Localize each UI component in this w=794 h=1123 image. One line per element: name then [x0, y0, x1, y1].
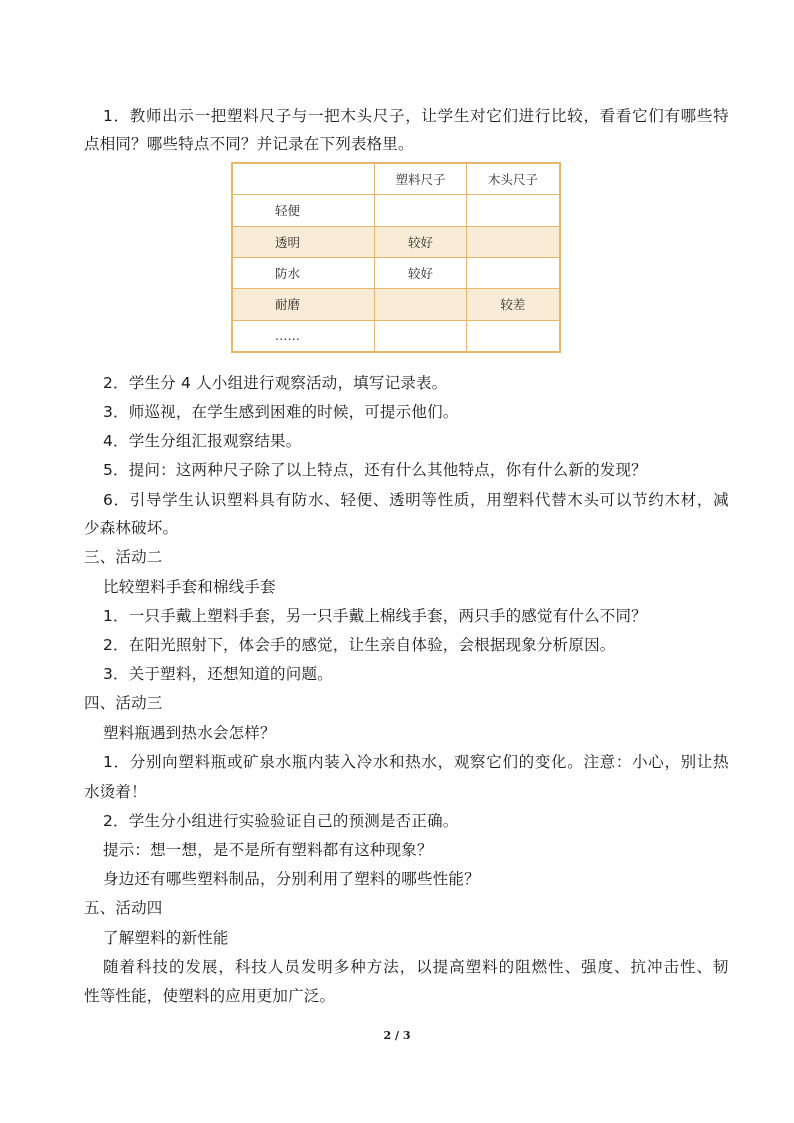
- activity2-subtitle: 比较塑料手套和棉线手套: [103, 578, 276, 596]
- activity3-subtitle: 塑料瓶遇到热水会怎样？: [103, 724, 276, 742]
- activity4-heading: 五、活动四: [84, 899, 163, 917]
- table-cell: 较差: [466, 289, 560, 320]
- activity4-line1: 随 着 科 技 的 发 展 ， 科 技 人 员 发 明 多 种 方 法 ， 以 提 高 塑 料 的 阻 燃 性 、 强 度 、 抗 冲 击 性 、 韧: [103, 958, 729, 976]
- step-5: 5．提问：这两种尺子除了以上特点，还有什么其他特点，你有什么新的发现？: [103, 461, 647, 479]
- table-cell: 较好: [375, 257, 467, 288]
- table-row: [232, 257, 560, 288]
- table-cell: [466, 320, 560, 352]
- activity3-item-2: 2．学生分小组进行实验验证自己的预测是否正确。: [103, 812, 459, 830]
- activity2-heading: 三、活动二: [84, 548, 163, 566]
- table-cell: [375, 289, 467, 320]
- activity2-item-2: 2．在阳光照射下，体会手的感觉，让生亲自体验，会根据现象分析原因。: [103, 636, 616, 654]
- table-cell: [466, 195, 560, 226]
- activity2-item-1: 1．一只手戴上塑料手套，另一只手戴上棉线手套，两只手的感觉有什么不同？: [103, 607, 647, 625]
- step-6-line1: 6 ． 引 导 学 生 认 识 塑 料 具 有 防 水 、 轻 便 、 透 明 等 性 质 ， 用 塑 料 代 替 木 头 可 以 节 约 木 材 ， 减: [103, 491, 729, 509]
- table-header-row: [232, 163, 560, 195]
- activity4-line2: 性等性能，使塑料的应用更加广泛。: [84, 987, 336, 1005]
- activity3-question: 身边还有哪些塑料制品，分别利用了塑料的哪些性能？: [103, 870, 480, 888]
- step-6-line2: 少森林破坏。: [84, 519, 179, 537]
- table-cell: [466, 257, 560, 288]
- activity3-item1-line1: 1 ． 分 别 向 塑 料 瓶 或 矿 泉 水 瓶 内 装 入 冷 水 和 热 水 ， 观 察 它 们 的 变 化 。 注 意 ： 小 心 ， 别 让 热: [103, 753, 729, 771]
- para1-line1: 1 ． 教 师 出 示 一 把 塑 料 尺 子 与 一 把 木 头 尺 子 ， 让 学 生 对 它 们 进 行 比 较 ， 看 看 它 们 有 哪 些 特: [103, 107, 729, 125]
- record-table: [231, 162, 561, 353]
- table-row: [232, 320, 560, 352]
- table-header-cell: [232, 163, 375, 195]
- activity4-subtitle: 了解塑料的新性能: [103, 929, 229, 947]
- table-cell: 耐磨: [232, 289, 375, 320]
- table-cell: [375, 320, 467, 352]
- step-2: 2．学生分 4 人小组进行观察活动，填写记录表。: [103, 374, 448, 392]
- table-header-cell: 塑料尺子: [375, 163, 467, 195]
- page-number: 2 / 3: [383, 1029, 411, 1042]
- step-3: 3．师巡视，在学生感到困难的时候，可提示他们。: [103, 403, 459, 421]
- activity3-item1-line2: 水烫着！: [84, 783, 147, 801]
- table-cell: 较好: [375, 226, 467, 257]
- table-row: [232, 226, 560, 257]
- table-header-cell: 木头尺子: [466, 163, 560, 195]
- activity3-hint: 提示：想一想，是不是所有塑料都有这种现象？: [103, 841, 433, 859]
- table-cell: 轻便: [232, 195, 375, 226]
- step-4: 4．学生分组汇报观察结果。: [103, 432, 302, 450]
- table-cell: 防水: [232, 257, 375, 288]
- table-cell: 透明: [232, 226, 375, 257]
- activity3-heading: 四、活动三: [84, 694, 163, 712]
- table-cell: [375, 195, 467, 226]
- para1-line2: 点相同？哪些特点不同？并记录在下列表格里。: [84, 135, 414, 153]
- activity2-item-3: 3．关于塑料，还想知道的问题。: [103, 665, 333, 683]
- table-cell: [466, 226, 560, 257]
- table-cell: ……: [232, 320, 375, 352]
- table-row: [232, 195, 560, 226]
- table-row: [232, 289, 560, 320]
